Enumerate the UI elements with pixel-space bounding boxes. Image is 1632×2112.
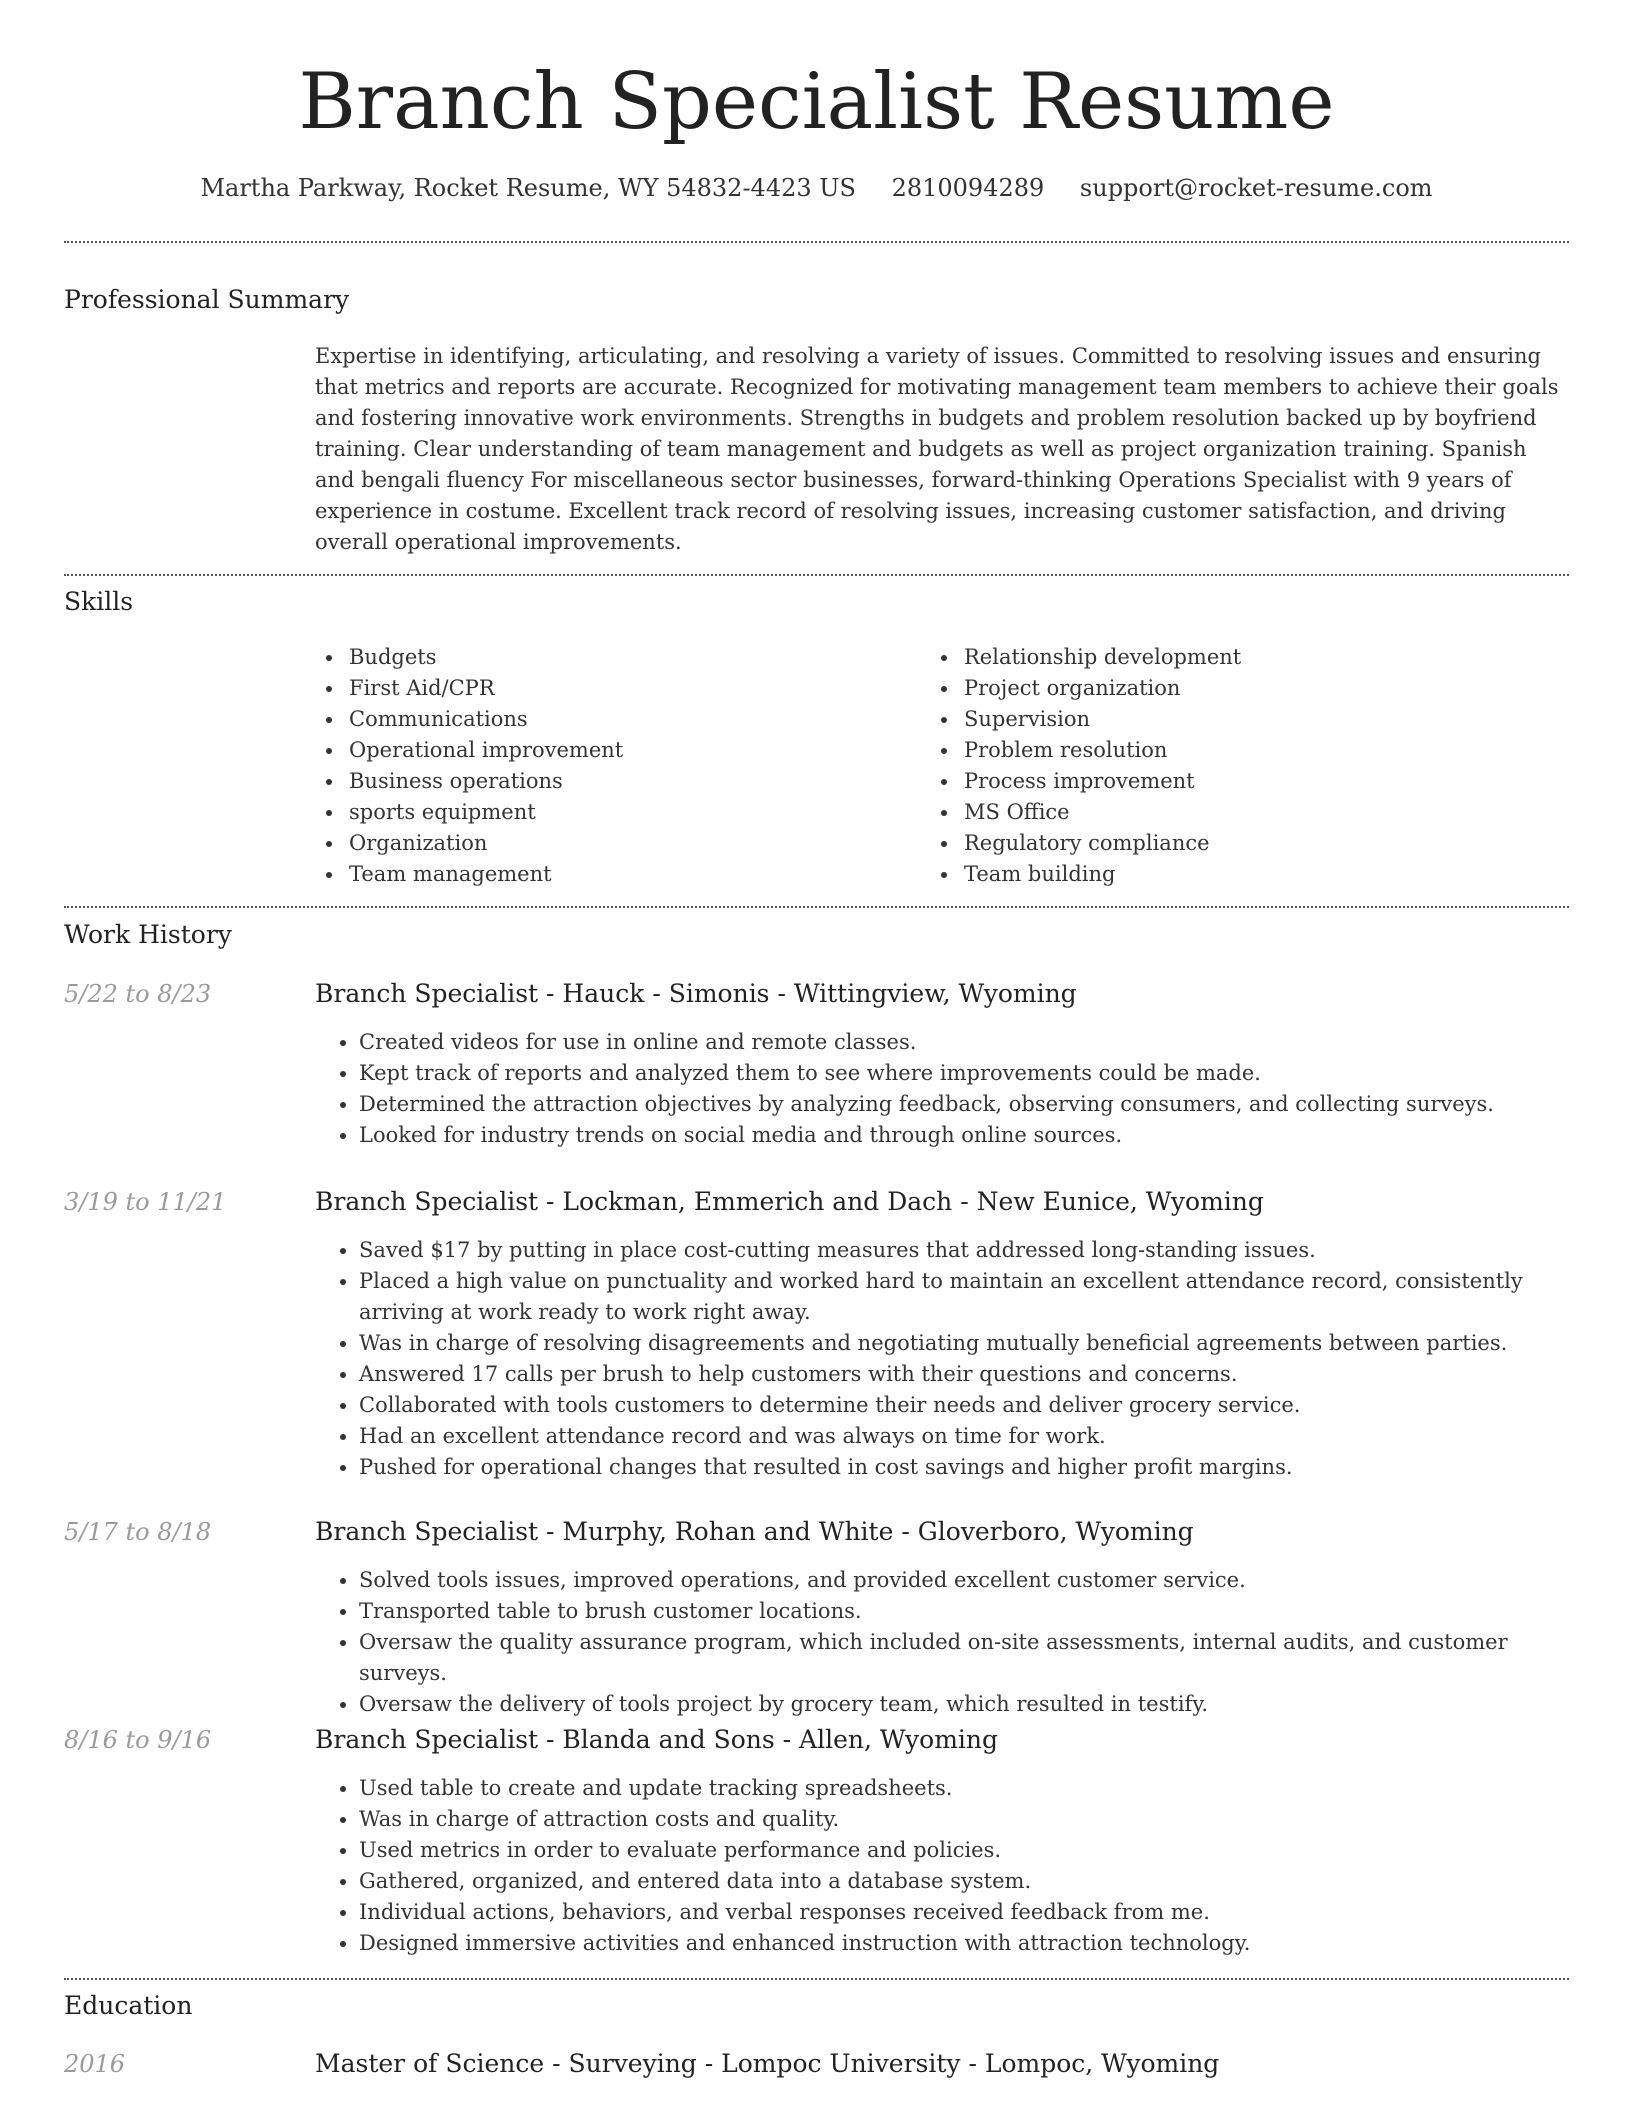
skill-item: • Team management	[345, 859, 925, 890]
job-dates: 5/17 to 8/18	[64, 1518, 212, 1546]
skill-item: • Operational improvement	[345, 735, 925, 766]
skill-item: • Supervision	[960, 704, 1560, 735]
job-bullet: • Looked for industry trends on social media and through online sources.	[359, 1120, 1569, 1151]
skill-item: • Budgets	[345, 642, 925, 673]
contact-address: Martha Parkway, Rocket Resume, WY 54832-4423 US	[200, 174, 856, 202]
section-title-summary: Professional Summary	[64, 285, 350, 314]
job-title: Branch Specialist - Hauck - Simonis - Wittingview, Wyoming	[315, 979, 1077, 1008]
job-bullet: • Was in charge of resolving disagreements and negotiating mutually beneficial agreements between parties.	[359, 1328, 1569, 1359]
section-title-work: Work History	[64, 920, 232, 949]
job-bullet: • Pushed for operational changes that resulted in cost savings and higher profit margins.	[359, 1452, 1569, 1483]
contact-email: support@rocket-resume.com	[1079, 174, 1433, 202]
job-bullet: • Solved tools issues, improved operations, and provided excellent customer service.	[359, 1565, 1569, 1596]
job-title: Branch Specialist - Blanda and Sons - Allen, Wyoming	[315, 1725, 999, 1754]
summary-text: Expertise in identifying, articulating, and resolving a variety of issues. Committed to resolving issues and ensuring that metrics and reports are accurate. Recognized for motivating management team members to achieve their goals and fostering innovative work environments. Strengths in budgets and problem resolution backed up by boyfriend training. Clear understanding of team management and budgets as well as project organization training. Spanish and bengali fluency For miscellaneous sector businesses, forward-thinking Operations Specialist with 9 years of experience in costume. Excellent track record of resolving issues, increasing customer satisfaction, and driving overall operational improvements.	[315, 344, 1559, 554]
section-title-education: Education	[64, 1991, 193, 2020]
job-bullet: • Answered 17 calls per brush to help customers with their questions and concerns.	[359, 1359, 1569, 1390]
resume-title: Branch Specialist Resume	[298, 57, 1335, 147]
skill-item: • Organization	[345, 828, 925, 859]
job-bullet: • Placed a high value on punctuality and worked hard to maintain an excellent attendance record, consistently arriving at work ready to work right away.	[359, 1266, 1569, 1328]
skill-item: • Regulatory compliance	[960, 828, 1560, 859]
job-title: Branch Specialist - Lockman, Emmerich and Dach - New Eunice, Wyoming	[315, 1187, 1264, 1216]
divider-skills	[64, 906, 1569, 908]
skills-list-left	[315, 642, 925, 890]
skill-item: • Project organization	[960, 673, 1560, 704]
job-bullet: • Was in charge of attraction costs and quality.	[359, 1804, 1569, 1835]
skill-item: • Relationship development	[960, 642, 1560, 673]
job-bullet: • Oversaw the quality assurance program, which included on-site assessments, internal audits, and customer surveys.	[359, 1627, 1569, 1689]
job-bullets	[315, 1027, 1569, 1151]
contact-line	[64, 170, 1569, 206]
job-bullet: • Transported table to brush customer locations.	[359, 1596, 1569, 1627]
skill-item: • Problem resolution	[960, 735, 1560, 766]
job-bullet: • Collaborated with tools customers to determine their needs and deliver grocery service.	[359, 1390, 1569, 1421]
job-bullet: • Kept track of reports and analyzed them to see where improvements could be made.	[359, 1058, 1569, 1089]
skill-item: • First Aid/CPR	[345, 673, 925, 704]
job-bullets	[315, 1773, 1569, 1959]
skill-item: • MS Office	[960, 797, 1560, 828]
skills-list-right	[930, 642, 1560, 890]
skill-item: • sports equipment	[345, 797, 925, 828]
job-bullet: • Oversaw the delivery of tools project by grocery team, which resulted in testify.	[359, 1689, 1569, 1720]
job-bullet: • Individual actions, behaviors, and verbal responses received feedback from me.	[359, 1897, 1569, 1928]
skill-item: • Process improvement	[960, 766, 1560, 797]
summary-block	[315, 341, 1569, 558]
job-bullet: • Determined the attraction objectives by analyzing feedback, observing consumers, and collecting surveys.	[359, 1089, 1569, 1120]
job-bullet: • Had an excellent attendance record and was always on time for work.	[359, 1421, 1569, 1452]
job-bullet: • Created videos for use in online and remote classes.	[359, 1027, 1569, 1058]
job-bullets	[315, 1235, 1569, 1483]
section-title-skills: Skills	[64, 587, 134, 616]
job-bullet: • Designed immersive activities and enhanced instruction with attraction technology.	[359, 1928, 1569, 1959]
divider-summary	[64, 574, 1569, 576]
skill-item: • Communications	[345, 704, 925, 735]
job-bullets	[315, 1565, 1569, 1720]
job-bullet: • Used table to create and update tracking spreadsheets.	[359, 1773, 1569, 1804]
education-year: 2016	[64, 2050, 126, 2078]
education-title: Master of Science - Surveying - Lompoc University - Lompoc, Wyoming	[315, 2049, 1220, 2078]
job-dates: 8/16 to 9/16	[64, 1726, 212, 1754]
job-dates: 5/22 to 8/23	[64, 980, 212, 1008]
skill-item: • Business operations	[345, 766, 925, 797]
job-bullet: • Saved $17 by putting in place cost-cutting measures that addressed long-standing issues.	[359, 1235, 1569, 1266]
divider-header	[64, 241, 1569, 243]
job-dates: 3/19 to 11/21	[64, 1188, 227, 1216]
job-title: Branch Specialist - Murphy, Rohan and White - Gloverboro, Wyoming	[315, 1517, 1194, 1546]
contact-phone: 2810094289	[891, 174, 1045, 202]
divider-work	[64, 1978, 1569, 1980]
skill-item: • Team building	[960, 859, 1560, 890]
job-bullet: • Used metrics in order to evaluate performance and policies.	[359, 1835, 1569, 1866]
job-bullet: • Gathered, organized, and entered data into a database system.	[359, 1866, 1569, 1897]
